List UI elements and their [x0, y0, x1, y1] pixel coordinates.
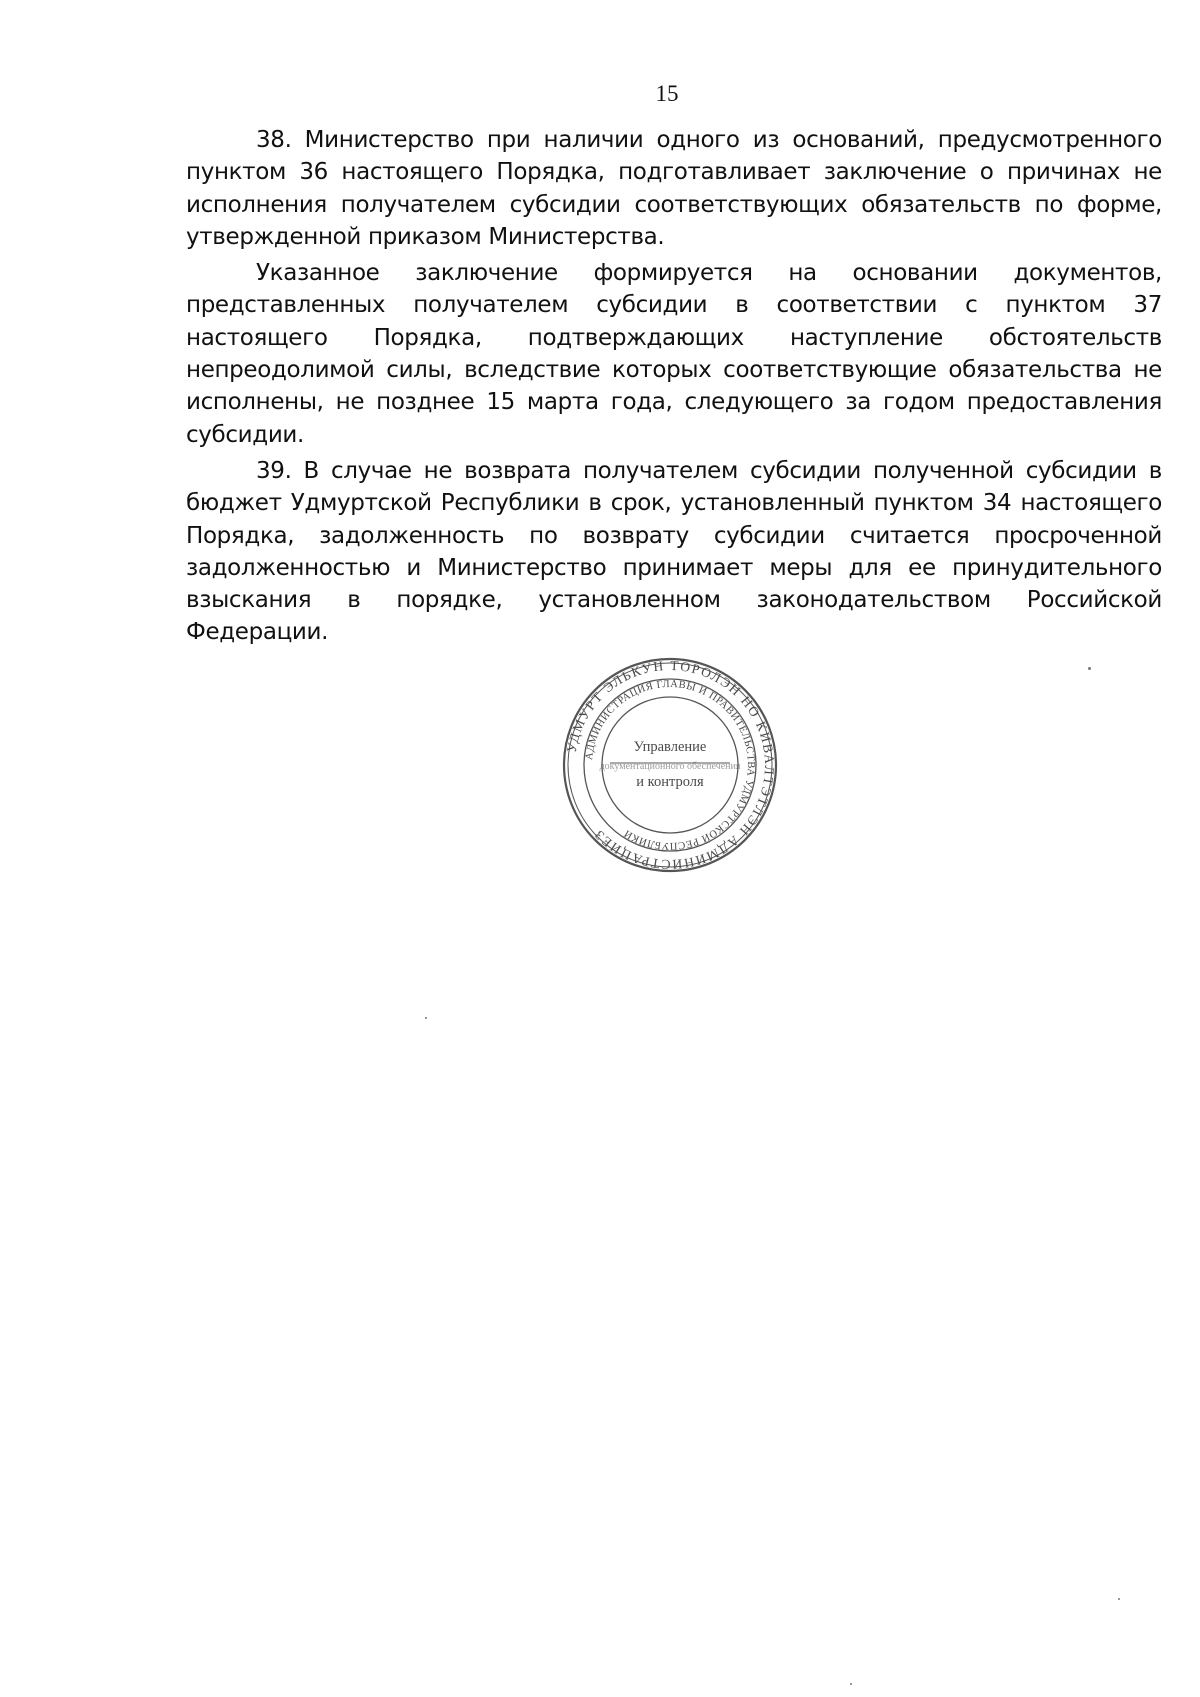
seal-graphic: [560, 655, 780, 875]
paragraph-38: 38. Министерство при наличии одного из оснований, предусмотренного пунктом 36 настоящего Порядка, подготавливает заключение о причинах не исполнения получателем субсидии соответствующих обязательств по форме, утвержденной приказом Министерства.: [186, 127, 1162, 250]
paragraph-39: 39. В случае не возврата получателем субсидии полученной субсидии в бюджет Удмуртской Республики в срок, установленный пунктом 34 настоящего Порядка, задолженность по возврату субсидии считается просроченной задолженностью и Министерство принимает меры для ее принудительного взыскания в порядке, установленном законодательством Российской Федерации.: [186, 457, 1162, 646]
scan-speck: [425, 1017, 427, 1019]
seal-outer-ring-text: УДМУРТ ЭЛЬКУН ТОРОЛЭН НО КИВАЛТЭТЛЭН АДМИНИСТРАЦИЕЗ: [563, 657, 778, 873]
official-seal: [560, 655, 780, 875]
scan-speck: [1118, 1598, 1120, 1600]
document-body: [186, 124, 1162, 653]
seal-center-line-3: и контроля: [636, 774, 704, 790]
seal-center-line-2: документационного обеспечения: [599, 761, 741, 772]
paragraph-38-continuation: Указанное заключение формируется на основании документов, представленных получателем субсидии в соответствии с пунктом 37 настоящего Порядка, подтверждающих наступление обстоятельств непреодолимой силы, вследствие которых соответствующие обязательства не исполнены, не позднее 15 марта года, следующего за годом предоставления субсидии.: [186, 260, 1162, 448]
scan-speck: [850, 1683, 852, 1685]
scan-speck: [1088, 667, 1091, 670]
seal-inner-ring-text: АДМИНИСТРАЦИЯ ГЛАВЫ И ПРАВИТЕЛЬСТВА УДМУРТСКОЙ РЕСПУБЛИКИ: [584, 678, 757, 852]
seal-center-line-1: Управление: [633, 739, 707, 755]
page-number: 15: [655, 81, 679, 106]
